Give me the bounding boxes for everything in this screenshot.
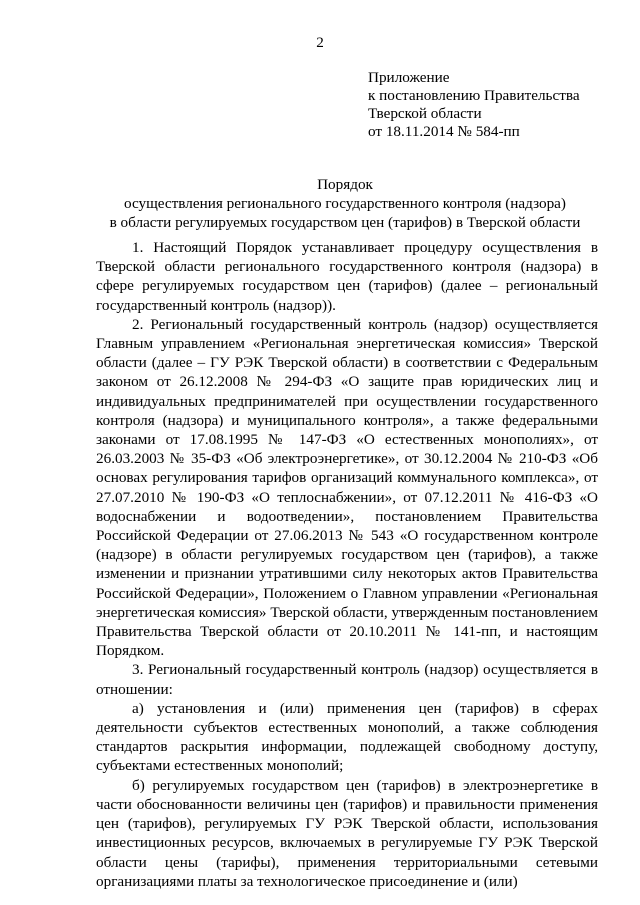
page-number: 2 xyxy=(316,34,324,51)
title-line: в области регулируемых государством цен (тарифов) в Тверской области xyxy=(109,214,581,231)
title-line: осуществления регионального государственного контроля (надзора) xyxy=(124,195,566,212)
document-body xyxy=(96,238,598,891)
paragraph-1: 1. Настоящий Порядок устанавливает процедуру осуществления в Тверской области регионального государственного контроля (надзора) в сфере регулируемых государством цен (тарифов) (далее – региональный государственный контроль (надзор)). xyxy=(96,239,598,314)
paragraph-3b: б) регулируемых государством цен (тарифов) в электроэнергетике в части обоснованности величины цен (тарифов) и правильности применения цен (тарифов), регулируемых ГУ РЭК Тверской области, использования инвестиционных ресурсов, включаемых в регулируемые ГУ РЭК Тверской области цены (тарифы), применения территориальными сетевыми организациями платы за технологическое присоединение и (или) xyxy=(96,776,598,890)
appendix-line: к постановлению Правительства xyxy=(368,87,580,104)
paragraph-3a: а) установления и (или) применения цен (тарифов) в сферах деятельности субъектов естественных монополий, а также соблюдения стандартов раскрытия информации, подлежащей свободному доступу, субъектами естественных монополий; xyxy=(96,699,598,775)
appendix-line: от 18.11.2014 № 584-пп xyxy=(368,123,520,140)
document-title xyxy=(60,175,630,232)
title-line: Порядок xyxy=(317,176,373,193)
appendix-header xyxy=(368,69,636,141)
appendix-line: Тверской области xyxy=(368,105,482,122)
paragraph-2: 2. Региональный государственный контроль (надзор) осуществляется Главным управлением «Региональная энергетическая комиссия» Тверской области (далее – ГУ РЭК Тверской области) в соответствии с Федеральным законом от 26.12.2008 № 294-ФЗ «О защите прав юридических лиц и индивидуальных предпринимателей при осуществлении государственного контроля (надзора) и муниципального контроля», а также федеральными законами от 17.08.1995 № 147-ФЗ «О естественных монополиях», от 26.03.2003 № 35-ФЗ «Об электроэнергетике», от 30.12.2004 № 210-ФЗ «Об основах регулирования тарифов организаций коммунального комплекса», от 27.07.2010 № 190-ФЗ «О теплоснабжении», от 07.12.2011 № 416-ФЗ «О водоснабжении и водоотведении», постановлением Правительства Российской Федерации от 27.06.2013 № 543 «О государственном контроле (надзоре) в области регулируемых государством цен (тарифов), а также изменении и признании утратившими силу некоторых актов Правительства Российской Федерации», Положением о Главном управлении «Региональная энергетическая комиссия» Тверской области, утвержденным постановлением Правительства Тверской области от 20.10.2011 № 141-пп, и настоящим Порядком. xyxy=(96,315,598,660)
paragraph-3: 3. Региональный государственный контроль (надзор) осуществляется в отношении: xyxy=(96,661,598,698)
appendix-line: Приложение xyxy=(368,69,450,86)
